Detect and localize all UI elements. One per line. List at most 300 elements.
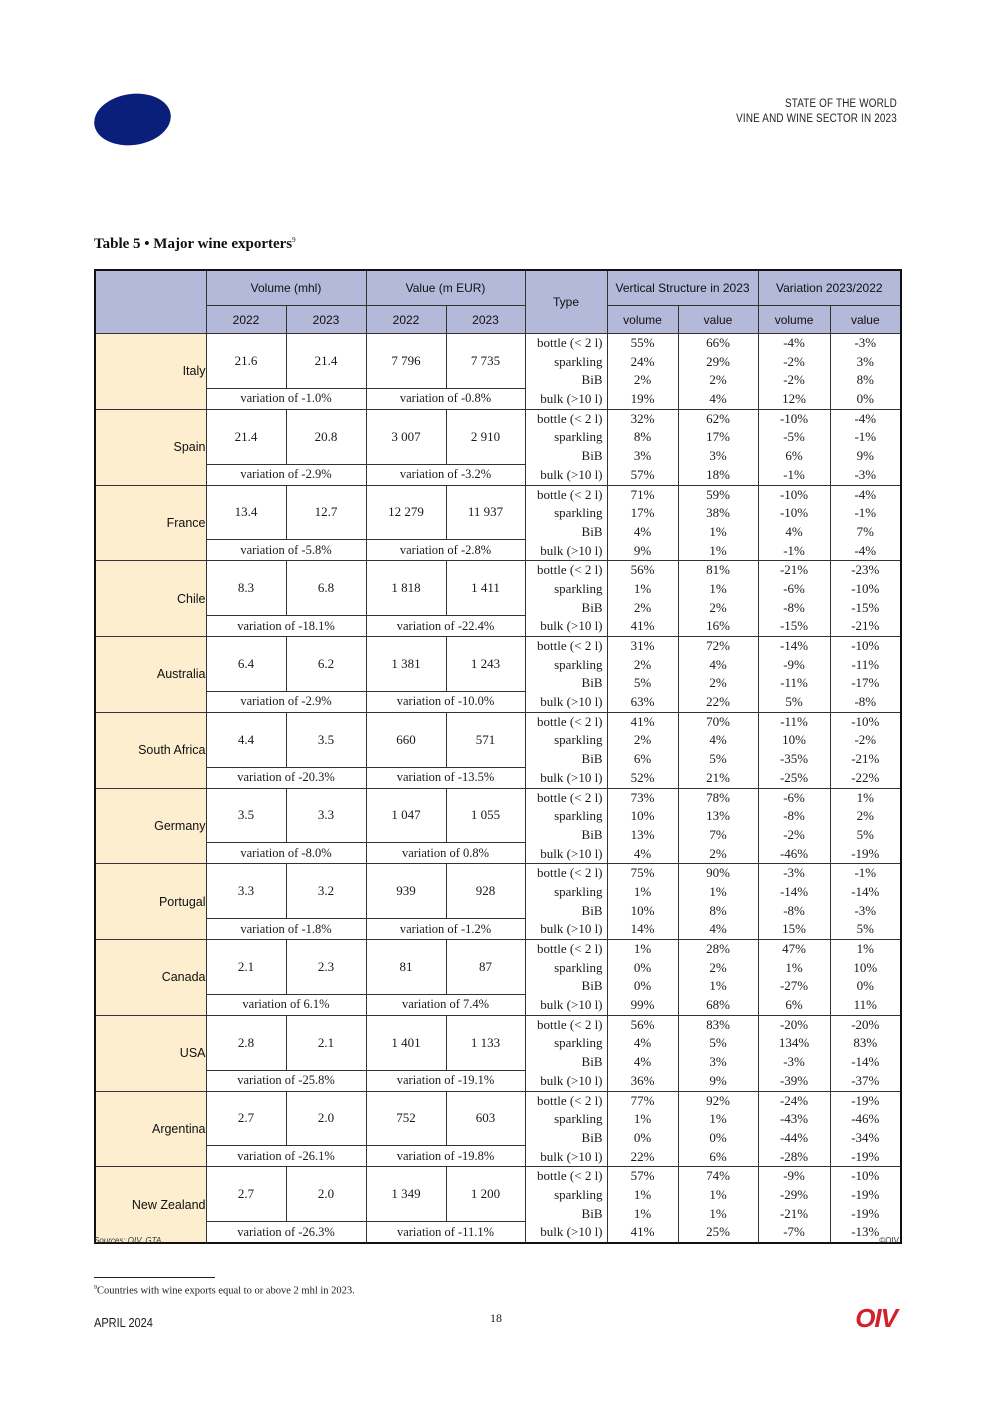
variation-volume: -27% bbox=[779, 978, 809, 994]
variation-volume: -4% bbox=[783, 335, 805, 350]
oiv-logo: OIV bbox=[855, 1303, 897, 1333]
vertical-value: 6% bbox=[709, 1148, 727, 1164]
volume-variation: variation of -1.0% bbox=[206, 388, 366, 409]
type-label: bottle (< 2 l) bbox=[537, 1092, 603, 1108]
value-variation: variation of -3.2% bbox=[366, 464, 525, 485]
country-name: Italy bbox=[95, 334, 206, 410]
value-2023: 1 411 bbox=[446, 561, 525, 616]
vertical-volume: 1% bbox=[633, 1186, 652, 1202]
vertical-volume: 1% bbox=[633, 1111, 652, 1127]
variation-volume: 6% bbox=[785, 997, 803, 1013]
type-label: sparkling bbox=[554, 959, 603, 975]
variation-value: 9% bbox=[856, 448, 874, 464]
type-cell bbox=[525, 864, 607, 940]
value-2022: 7 796 bbox=[366, 334, 446, 389]
variation-value: -14% bbox=[851, 883, 880, 899]
value-variation: variation of -19.8% bbox=[366, 1146, 525, 1167]
variation-value: -21% bbox=[851, 751, 880, 767]
header-line-2: VINE AND WINE SECTOR IN 2023 bbox=[736, 113, 897, 125]
vertical-value: 1% bbox=[709, 1111, 727, 1127]
variation-volume: -20% bbox=[779, 1016, 809, 1032]
table-row bbox=[95, 485, 901, 540]
logo-oval bbox=[91, 89, 174, 150]
volume-variation: variation of -25.8% bbox=[206, 1070, 366, 1091]
variation-value: 7% bbox=[856, 523, 874, 539]
variation-value: -4% bbox=[854, 486, 877, 502]
value-2023: 87 bbox=[446, 940, 525, 995]
type-label: bottle (< 2 l) bbox=[537, 486, 603, 502]
vertical-value: 2% bbox=[709, 845, 727, 861]
variation-volume: -14% bbox=[779, 638, 809, 653]
header-vs-value: value bbox=[678, 306, 758, 334]
vertical-volume: 2% bbox=[633, 599, 652, 615]
vertical-value-cell bbox=[678, 637, 758, 713]
country-name: USA bbox=[95, 1015, 206, 1091]
type-label: bulk (>10 l) bbox=[540, 769, 603, 785]
variation-volume: -39% bbox=[779, 1072, 809, 1088]
vertical-volume: 36% bbox=[630, 1072, 655, 1088]
variation-value: -4% bbox=[854, 410, 877, 426]
vertical-value: 4% bbox=[709, 656, 727, 672]
variation-value: -4% bbox=[854, 542, 877, 558]
vertical-volume-cell bbox=[607, 940, 678, 1016]
vertical-value-cell bbox=[678, 712, 758, 788]
vertical-volume: 6% bbox=[633, 751, 652, 767]
type-cell bbox=[525, 940, 607, 1016]
vertical-value: 0% bbox=[709, 1129, 727, 1145]
vertical-volume: 2% bbox=[633, 656, 652, 672]
country-name: Argentina bbox=[95, 1091, 206, 1167]
variation-value: -20% bbox=[851, 1016, 880, 1032]
header-value-2023: 2023 bbox=[446, 306, 525, 334]
variation-value: -10% bbox=[851, 638, 880, 653]
header-value: Value (m EUR) bbox=[366, 270, 525, 306]
vertical-value: 38% bbox=[706, 505, 730, 521]
volume-2023: 3.2 bbox=[286, 864, 366, 919]
variation-value: -19% bbox=[851, 1148, 880, 1164]
type-label: sparkling bbox=[554, 1111, 603, 1127]
variation-volume: -25% bbox=[779, 769, 809, 785]
volume-2023: 21.4 bbox=[286, 334, 366, 389]
country-name: Spain bbox=[95, 409, 206, 485]
type-label: bulk (>10 l) bbox=[540, 1148, 603, 1164]
variation-value: 2% bbox=[856, 808, 874, 824]
type-label: bulk (>10 l) bbox=[540, 391, 603, 407]
vertical-value: 4% bbox=[709, 391, 727, 407]
type-label: sparkling bbox=[554, 580, 603, 596]
variation-value: 0% bbox=[856, 978, 874, 994]
vertical-volume: 10% bbox=[630, 902, 655, 918]
vertical-volume: 4% bbox=[633, 1035, 652, 1051]
vertical-volume-cell bbox=[607, 409, 678, 485]
variation-value: -15% bbox=[851, 599, 880, 615]
footnote-mark: 9 bbox=[292, 236, 296, 244]
volume-2022: 4.4 bbox=[206, 712, 286, 767]
vertical-volume: 14% bbox=[630, 921, 655, 937]
vertical-value: 29% bbox=[706, 353, 730, 369]
vertical-value-cell bbox=[678, 864, 758, 940]
variation-value-cell bbox=[830, 334, 901, 410]
table-row bbox=[95, 1015, 901, 1070]
vertical-volume: 19% bbox=[630, 391, 655, 407]
volume-variation: variation of -18.1% bbox=[206, 616, 366, 637]
variation-volume-cell bbox=[758, 561, 830, 637]
type-label: sparkling bbox=[554, 505, 603, 521]
volume-2023: 12.7 bbox=[286, 485, 366, 540]
variation-value-cell bbox=[830, 864, 901, 940]
variation-value: -19% bbox=[851, 1205, 880, 1221]
variation-value: -3% bbox=[854, 902, 877, 918]
volume-2022: 8.3 bbox=[206, 561, 286, 616]
variation-value: -19% bbox=[851, 1186, 880, 1202]
country-name: Chile bbox=[95, 561, 206, 637]
variation-volume: -10% bbox=[779, 505, 809, 521]
document-header bbox=[736, 97, 897, 127]
variation-value: -10% bbox=[851, 1168, 880, 1184]
type-label: BiB bbox=[581, 675, 603, 691]
variation-volume: 47% bbox=[782, 941, 806, 956]
variation-volume: -8% bbox=[783, 808, 805, 824]
header-value-2022: 2022 bbox=[366, 306, 446, 334]
table-row bbox=[95, 637, 901, 692]
variation-volume: -11% bbox=[780, 675, 808, 691]
volume-variation: variation of -26.3% bbox=[206, 1222, 366, 1243]
type-label: bulk (>10 l) bbox=[540, 1072, 603, 1088]
variation-volume: -15% bbox=[779, 618, 809, 634]
variation-volume-cell bbox=[758, 788, 830, 864]
variation-value: 8% bbox=[856, 372, 874, 388]
variation-volume: -21% bbox=[779, 562, 809, 578]
variation-value: -1% bbox=[854, 429, 877, 445]
variation-volume: -2% bbox=[783, 372, 805, 388]
type-cell bbox=[525, 561, 607, 637]
type-label: sparkling bbox=[554, 656, 603, 672]
vertical-volume: 2% bbox=[633, 372, 652, 388]
vertical-volume: 41% bbox=[630, 618, 655, 634]
vertical-value: 62% bbox=[706, 410, 730, 426]
volume-2023: 2.0 bbox=[286, 1091, 366, 1146]
copyright: ©OIV bbox=[879, 1236, 899, 1245]
value-variation: variation of -1.2% bbox=[366, 919, 525, 940]
vertical-volume: 1% bbox=[633, 580, 652, 596]
header-var-value: value bbox=[830, 306, 901, 334]
volume-2022: 6.4 bbox=[206, 637, 286, 692]
variation-value: -46% bbox=[851, 1111, 880, 1127]
table-body bbox=[95, 334, 901, 1244]
type-cell bbox=[525, 1015, 607, 1091]
variation-value-cell bbox=[830, 1091, 901, 1167]
variation-volume: -3% bbox=[783, 1054, 805, 1070]
type-label: sparkling bbox=[554, 1186, 603, 1202]
value-2023: 1 200 bbox=[446, 1167, 525, 1222]
variation-value: -10% bbox=[851, 713, 880, 729]
vertical-value: 17% bbox=[706, 429, 730, 445]
volume-variation: variation of -2.9% bbox=[206, 691, 366, 712]
vertical-volume: 31% bbox=[630, 638, 655, 653]
vertical-value: 83% bbox=[706, 1016, 730, 1032]
variation-value: 0% bbox=[856, 391, 874, 407]
value-2022: 12 279 bbox=[366, 485, 446, 540]
value-2022: 3 007 bbox=[366, 409, 446, 464]
vertical-value-cell bbox=[678, 485, 758, 561]
header-type: Type bbox=[525, 270, 607, 334]
vertical-value: 3% bbox=[709, 1054, 727, 1070]
vertical-value: 81% bbox=[706, 562, 730, 578]
volume-2022: 3.3 bbox=[206, 864, 286, 919]
vertical-value: 66% bbox=[706, 335, 730, 350]
vertical-value-cell bbox=[678, 1015, 758, 1091]
vertical-value: 28% bbox=[706, 941, 730, 956]
header-variation: Variation 2023/2022 bbox=[758, 270, 901, 306]
vertical-volume-cell bbox=[607, 788, 678, 864]
vertical-volume: 0% bbox=[633, 959, 652, 975]
footnote-number: 9 bbox=[94, 1285, 97, 1291]
vertical-volume: 63% bbox=[630, 694, 655, 710]
variation-volume-cell bbox=[758, 864, 830, 940]
type-cell bbox=[525, 1167, 607, 1243]
value-variation: variation of -10.0% bbox=[366, 691, 525, 712]
variation-volume: 6% bbox=[785, 448, 803, 464]
vertical-value: 1% bbox=[709, 1186, 727, 1202]
type-label: BiB bbox=[581, 751, 603, 767]
country-name: Canada bbox=[95, 940, 206, 1016]
header-vertical-structure: Vertical Structure in 2023 bbox=[607, 270, 758, 306]
variation-value: -22% bbox=[851, 769, 880, 785]
volume-variation: variation of -20.3% bbox=[206, 767, 366, 788]
variation-value: -13% bbox=[851, 1224, 880, 1240]
variation-value-cell bbox=[830, 1167, 901, 1243]
vertical-volume: 4% bbox=[633, 1054, 652, 1070]
vertical-value: 2% bbox=[709, 959, 727, 975]
type-label: bottle (< 2 l) bbox=[537, 562, 603, 578]
variation-value-cell bbox=[830, 1015, 901, 1091]
type-label: bottle (< 2 l) bbox=[537, 1168, 603, 1184]
value-2023: 1 055 bbox=[446, 788, 525, 843]
variation-volume: -1% bbox=[783, 466, 805, 482]
variation-volume: -46% bbox=[779, 845, 809, 861]
variation-value: 11% bbox=[853, 997, 877, 1013]
value-variation: variation of 7.4% bbox=[366, 994, 525, 1015]
value-variation: variation of -11.1% bbox=[366, 1222, 525, 1243]
type-label: BiB bbox=[581, 599, 603, 615]
value-2023: 1 243 bbox=[446, 637, 525, 692]
volume-2022: 2.7 bbox=[206, 1091, 286, 1146]
variation-volume-cell bbox=[758, 1015, 830, 1091]
value-2022: 939 bbox=[366, 864, 446, 919]
volume-2023: 3.3 bbox=[286, 788, 366, 843]
volume-2023: 2.0 bbox=[286, 1167, 366, 1222]
volume-variation: variation of -5.8% bbox=[206, 540, 366, 561]
variation-value-cell bbox=[830, 637, 901, 713]
table-row bbox=[95, 409, 901, 464]
value-2022: 660 bbox=[366, 712, 446, 767]
header-var-volume: volume bbox=[758, 306, 830, 334]
vertical-value: 70% bbox=[706, 713, 730, 729]
type-label: bulk (>10 l) bbox=[540, 921, 603, 937]
type-cell bbox=[525, 485, 607, 561]
vertical-volume: 3% bbox=[633, 448, 652, 464]
variation-value: -11% bbox=[851, 656, 880, 672]
variation-value: 83% bbox=[853, 1035, 878, 1051]
type-label: bulk (>10 l) bbox=[540, 466, 603, 482]
variation-value: 1% bbox=[856, 941, 874, 956]
variation-volume: -6% bbox=[783, 580, 805, 596]
variation-volume: -11% bbox=[780, 713, 808, 729]
vertical-volume-cell bbox=[607, 561, 678, 637]
type-label: BiB bbox=[581, 1054, 603, 1070]
variation-value: -3% bbox=[854, 466, 877, 482]
vertical-value: 1% bbox=[709, 580, 727, 596]
footnote-divider bbox=[94, 1277, 215, 1278]
vertical-volume-cell bbox=[607, 1015, 678, 1091]
value-2023: 571 bbox=[446, 712, 525, 767]
vertical-value: 68% bbox=[706, 997, 730, 1013]
vertical-volume: 4% bbox=[633, 523, 652, 539]
vertical-value: 25% bbox=[706, 1224, 730, 1240]
type-label: sparkling bbox=[554, 429, 603, 445]
variation-volume: -9% bbox=[783, 656, 805, 672]
vertical-volume-cell bbox=[607, 712, 678, 788]
vertical-value-cell bbox=[678, 1091, 758, 1167]
header-volume: Volume (mhl) bbox=[206, 270, 366, 306]
type-cell bbox=[525, 712, 607, 788]
table-row bbox=[95, 1091, 901, 1146]
variation-value: -1% bbox=[854, 505, 877, 521]
vertical-value: 72% bbox=[706, 638, 730, 653]
vertical-volume-cell bbox=[607, 485, 678, 561]
value-2023: 603 bbox=[446, 1091, 525, 1146]
vertical-volume: 0% bbox=[633, 978, 652, 994]
vertical-volume: 1% bbox=[633, 1205, 652, 1221]
variation-value-cell bbox=[830, 712, 901, 788]
variation-volume: -5% bbox=[783, 429, 805, 445]
vertical-volume: 2% bbox=[633, 732, 652, 748]
type-label: bulk (>10 l) bbox=[540, 542, 603, 558]
variation-volume-cell bbox=[758, 940, 830, 1016]
value-variation: variation of -13.5% bbox=[366, 767, 525, 788]
variation-volume: -35% bbox=[779, 751, 809, 767]
country-name: Germany bbox=[95, 788, 206, 864]
type-label: bulk (>10 l) bbox=[540, 1224, 603, 1240]
volume-variation: variation of -26.1% bbox=[206, 1146, 366, 1167]
variation-volume: -43% bbox=[779, 1111, 809, 1127]
variation-volume: 10% bbox=[782, 732, 806, 748]
vertical-value-cell bbox=[678, 409, 758, 485]
volume-2023: 6.8 bbox=[286, 561, 366, 616]
type-label: sparkling bbox=[554, 1035, 603, 1051]
variation-volume: 15% bbox=[782, 921, 806, 937]
vertical-value: 74% bbox=[706, 1168, 730, 1184]
variation-volume: -29% bbox=[779, 1186, 809, 1202]
vertical-value: 1% bbox=[709, 523, 727, 539]
variation-volume: 12% bbox=[782, 391, 806, 407]
vertical-volume: 41% bbox=[630, 713, 655, 729]
variation-volume: 1% bbox=[785, 959, 803, 975]
country-name: Portugal bbox=[95, 864, 206, 940]
vertical-volume: 0% bbox=[633, 1129, 652, 1145]
header-line-1: STATE OF THE WORLD bbox=[785, 98, 897, 110]
variation-volume: -14% bbox=[779, 883, 809, 899]
value-2023: 11 937 bbox=[446, 485, 525, 540]
type-label: bottle (< 2 l) bbox=[537, 335, 603, 350]
variation-value: -3% bbox=[854, 335, 877, 350]
header-vs-volume: volume bbox=[607, 306, 678, 334]
type-label: sparkling bbox=[554, 883, 603, 899]
vertical-volume-cell bbox=[607, 1167, 678, 1243]
country-name: Australia bbox=[95, 637, 206, 713]
vertical-value: 18% bbox=[706, 466, 730, 482]
sources-note: Sources: OIV, GTA bbox=[94, 1236, 162, 1245]
vertical-volume: 5% bbox=[633, 675, 652, 691]
type-label: bottle (< 2 l) bbox=[537, 865, 603, 881]
type-label: BiB bbox=[581, 448, 603, 464]
vertical-value: 1% bbox=[709, 542, 727, 558]
type-label: bottle (< 2 l) bbox=[537, 1016, 603, 1032]
header-country bbox=[95, 270, 206, 334]
volume-variation: variation of -1.8% bbox=[206, 919, 366, 940]
table-row bbox=[95, 334, 901, 389]
vertical-volume: 10% bbox=[630, 808, 655, 824]
vertical-volume: 24% bbox=[630, 353, 655, 369]
variation-value-cell bbox=[830, 409, 901, 485]
vertical-value: 2% bbox=[709, 675, 727, 691]
vertical-volume: 56% bbox=[630, 562, 655, 578]
variation-volume: -9% bbox=[783, 1168, 805, 1184]
vertical-value: 7% bbox=[709, 826, 727, 842]
variation-value: 10% bbox=[853, 959, 878, 975]
vertical-volume-cell bbox=[607, 637, 678, 713]
type-label: bottle (< 2 l) bbox=[537, 638, 603, 653]
variation-value-cell bbox=[830, 940, 901, 1016]
type-label: bottle (< 2 l) bbox=[537, 941, 603, 956]
variation-volume: -1% bbox=[783, 542, 805, 558]
variation-volume: -2% bbox=[783, 826, 805, 842]
variation-value: -2% bbox=[854, 732, 877, 748]
variation-value: -19% bbox=[851, 845, 880, 861]
variation-volume: -21% bbox=[779, 1205, 809, 1221]
type-label: bottle (< 2 l) bbox=[537, 789, 603, 805]
type-label: BiB bbox=[581, 978, 603, 994]
variation-value-cell bbox=[830, 788, 901, 864]
variation-volume: -3% bbox=[783, 865, 805, 881]
table-row bbox=[95, 712, 901, 767]
variation-value: -21% bbox=[851, 618, 880, 634]
type-label: bulk (>10 l) bbox=[540, 694, 603, 710]
variation-value: -10% bbox=[851, 580, 880, 596]
value-variation: variation of -2.8% bbox=[366, 540, 525, 561]
variation-value: -14% bbox=[851, 1054, 880, 1070]
vertical-value: 59% bbox=[706, 486, 730, 502]
volume-variation: variation of -2.9% bbox=[206, 464, 366, 485]
variation-volume: -24% bbox=[779, 1092, 809, 1108]
type-cell bbox=[525, 1091, 607, 1167]
volume-2022: 21.6 bbox=[206, 334, 286, 389]
variation-volume: -8% bbox=[783, 902, 805, 918]
vertical-value: 5% bbox=[709, 751, 727, 767]
variation-value: -8% bbox=[854, 694, 877, 710]
vertical-volume: 22% bbox=[630, 1148, 655, 1164]
value-2022: 1 818 bbox=[366, 561, 446, 616]
variation-value: -1% bbox=[854, 865, 877, 881]
vertical-value: 9% bbox=[709, 1072, 727, 1088]
vertical-value: 4% bbox=[709, 921, 727, 937]
variation-value: 5% bbox=[856, 921, 874, 937]
footnote-text: Countries with wine exports equal to or above 2 mhl in 2023. bbox=[97, 1285, 355, 1297]
value-variation: variation of -22.4% bbox=[366, 616, 525, 637]
vertical-value-cell bbox=[678, 940, 758, 1016]
type-label: BiB bbox=[581, 1129, 603, 1145]
page-number: 18 bbox=[490, 1311, 502, 1325]
